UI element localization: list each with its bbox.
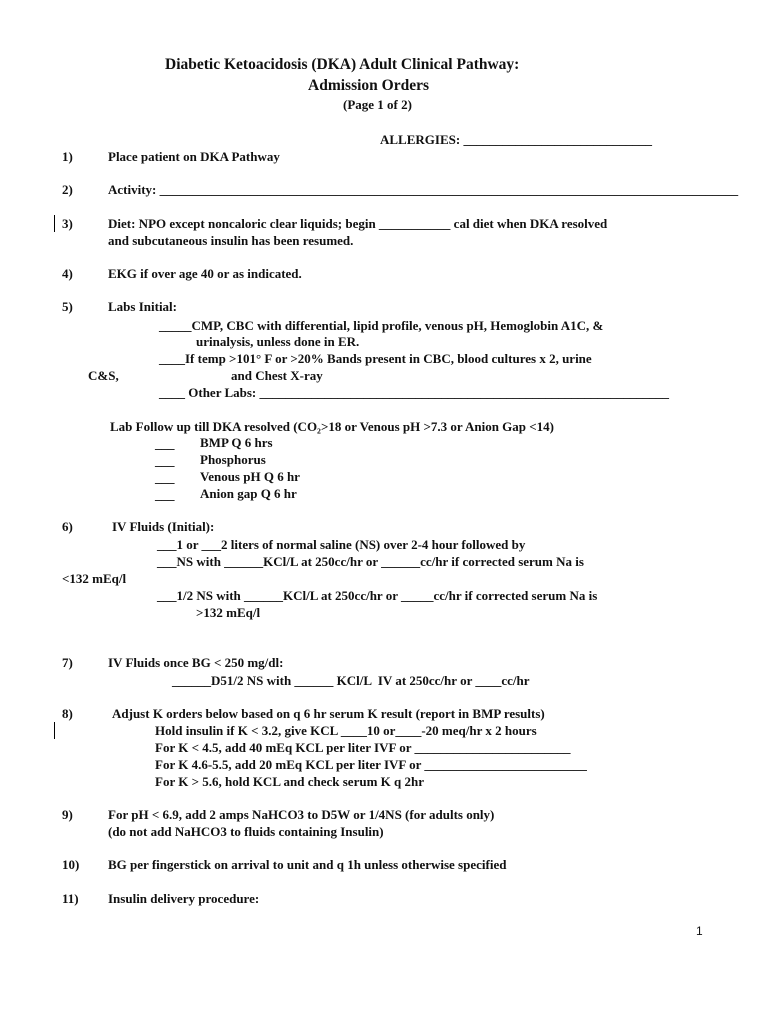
item-7-text: IV Fluids once BG < 250 mg/dl:	[108, 655, 284, 670]
followup-anion-gap: Anion gap Q 6 hr	[200, 486, 297, 501]
k-hold-insulin-line: Hold insulin if K < 3.2, give KCL ____10 or____-20 meq/hr x 2 hours	[155, 723, 537, 738]
item-number-10: 10)	[62, 857, 80, 872]
item-number-3: 3)	[62, 216, 73, 231]
k-less-4-5-line: For K < 4.5, add 40 mEq KCL per liter IVF or ________________________	[155, 740, 571, 755]
page-note: (Page 1 of 2)	[343, 97, 412, 112]
labs-cmp-line2: urinalysis, unless done in ER.	[196, 334, 360, 349]
item-9-note: (do not add NaHCO3 to fluids containing Insulin)	[108, 824, 384, 839]
item-number-8: 8)	[62, 706, 73, 721]
item-4-text: EKG if over age 40 or as indicated.	[108, 266, 302, 281]
item-number-6: 6)	[62, 519, 73, 534]
item-number-11: 11)	[62, 891, 79, 906]
followup-venous-ph: Venous pH Q 6 hr	[200, 469, 300, 484]
iv-initial-line4: ___1/2 NS with ______KCl/L at 250cc/hr or _____cc/hr if corrected serum Na is	[157, 588, 598, 603]
document-title-line2: Admission Orders	[308, 77, 429, 94]
followup-bmp: BMP Q 6 hrs	[200, 435, 273, 450]
labs-cultures-cs: C&S,	[88, 368, 119, 383]
item-2-text: Activity: _________________________________________________________________________________________	[108, 182, 739, 197]
iv-once-bg-line: ______D51/2 NS with ______ KCl/L IV at 250cc/hr or ____cc/hr	[172, 673, 530, 688]
labs-cmp-line: _____CMP, CBC with differential, lipid profile, venous pH, Hemoglobin A1C, &	[159, 318, 604, 333]
item-3-text-line1: Diet: NPO except noncaloric clear liquids; begin ___________ cal diet when DKA resolved	[108, 216, 608, 231]
item-number-5: 5)	[62, 299, 73, 314]
item-11-text: Insulin delivery procedure:	[108, 891, 260, 906]
followup-blank: ___	[155, 453, 175, 468]
item-8-text: Adjust K orders below based on q 6 hr serum K result (report in BMP results)	[112, 706, 545, 721]
k-over-5-6-line: For K > 5.6, hold KCL and check serum K q 2hr	[155, 774, 425, 789]
iv-initial-line1: ___1 or ___2 liters of normal saline (NS) over 2-4 hour followed by	[157, 537, 526, 552]
k-4-6-5-5-line: For K 4.6-5.5, add 20 mEq KCL per liter IVF or _________________________	[155, 757, 587, 772]
item-6-text: IV Fluids (Initial):	[112, 519, 215, 534]
followup-blank: ___	[155, 470, 175, 485]
followup-phosphorus: Phosphorus	[200, 452, 266, 467]
item-10-text: BG per fingerstick on arrival to unit and q 1h unless otherwise specified	[108, 857, 507, 872]
lab-followup-heading: Lab Follow up till DKA resolved (CO₂>18 or Venous pH >7.3 or Anion Gap <14)	[110, 419, 554, 434]
item-number-2: 2)	[62, 182, 73, 197]
iv-initial-line2: ___NS with ______KCl/L at 250cc/hr or ______cc/hr if corrected serum Na is	[157, 554, 584, 569]
followup-blank: ___	[155, 436, 175, 451]
labs-cultures-xray: and Chest X-ray	[231, 368, 323, 383]
change-bar	[54, 722, 55, 739]
item-number-7: 7)	[62, 655, 73, 670]
item-3-text-line2: and subcutaneous insulin has been resumed.	[108, 233, 354, 248]
other-labs-line: ____ Other Labs: _______________________________________________________________	[159, 385, 670, 400]
item-number-4: 4)	[62, 266, 73, 281]
iv-initial-line3: <132 mEq/l	[62, 571, 127, 586]
followup-blank: ___	[155, 487, 175, 502]
item-9-text: For pH < 6.9, add 2 amps NaHCO3 to D5W or 1/4NS (for adults only)	[108, 807, 495, 822]
allergies-field: ALLERGIES: _____________________________	[380, 132, 652, 147]
item-5-text: Labs Initial:	[108, 299, 177, 314]
item-number-9: 9)	[62, 807, 73, 822]
iv-initial-line5: >132 mEq/l	[196, 605, 261, 620]
change-bar	[54, 215, 55, 232]
page-number: 1	[696, 924, 703, 938]
item-number-1: 1)	[62, 149, 73, 164]
document-title-line1: Diabetic Ketoacidosis (DKA) Adult Clinical Pathway:	[165, 56, 520, 73]
item-1-text: Place patient on DKA Pathway	[108, 149, 280, 164]
labs-cultures-line: ____If temp >101° F or >20% Bands present in CBC, blood cultures x 2, urine	[159, 351, 592, 366]
